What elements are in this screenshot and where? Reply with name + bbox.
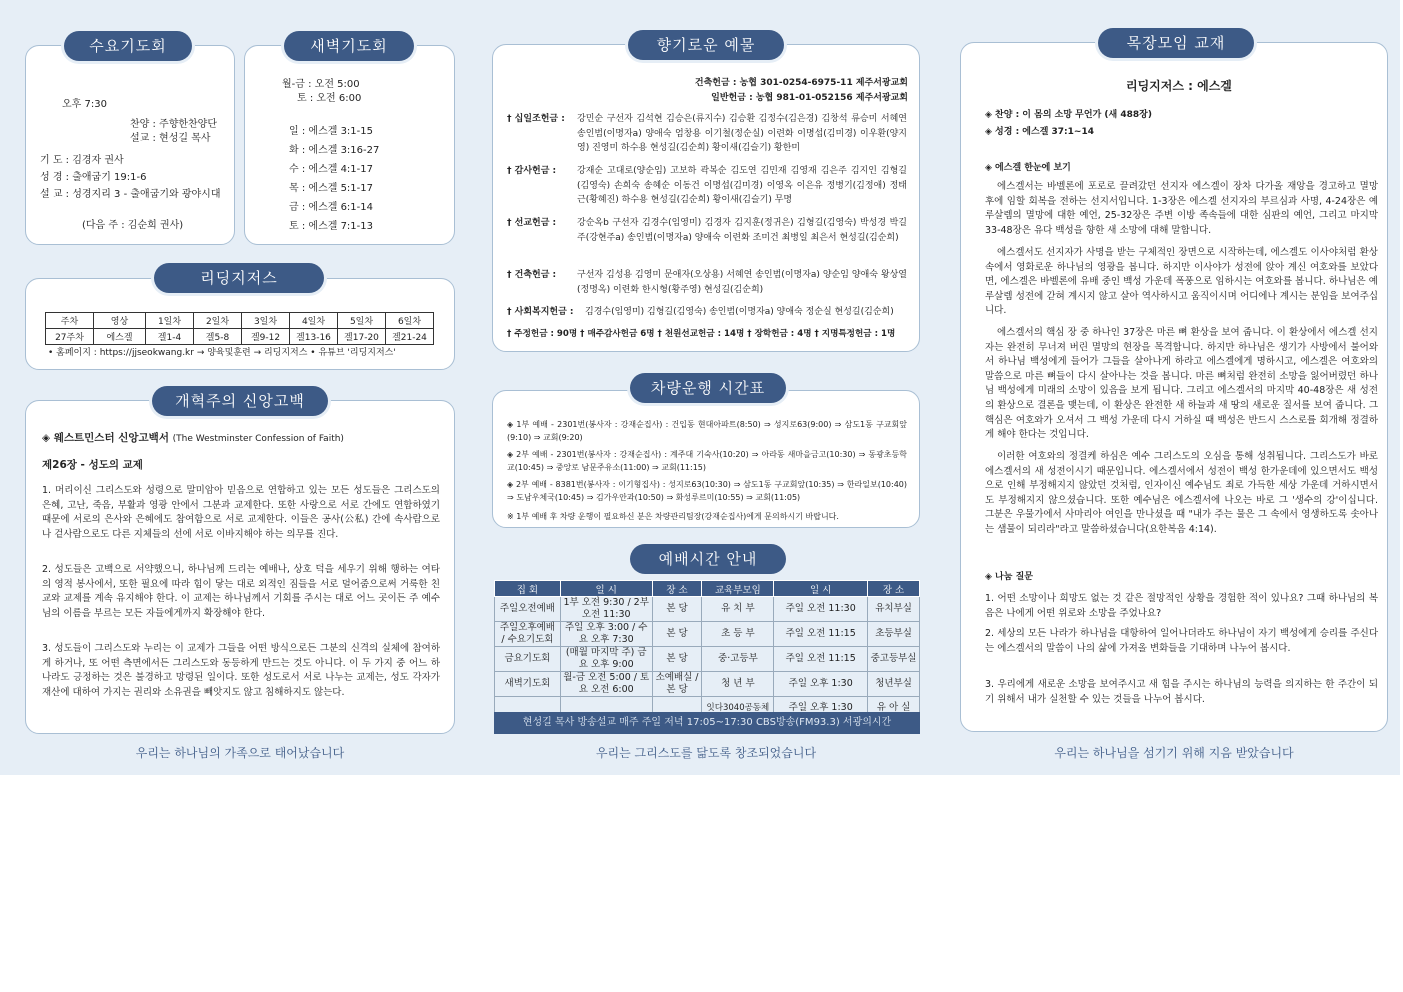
worship-cell: 1부 오전 9:30 / 2부 오전 11:30 [560, 597, 652, 622]
worship-cell: 주일 오전 11:15 [774, 647, 868, 672]
confession-chapter: 제26장 - 성도의 교제 [42, 459, 143, 471]
worship-cell: 중·고등부 [702, 647, 774, 672]
vehicle-row-2: ◈ 2부 예배 - 2301번(봉사자 : 강재순집사) : 계주대 기숙사(10:20) ⇒ 아라동 새마을금고(10:30) ⇒ 동광초등학교(10:45) ⇒ 중앙로 남문주유소(11:00) ⇒ 교회(11:15) [507, 450, 907, 472]
offering-names-welfare: 김경수(임영미) 김형길(김영숙) 송인범(이명자a) 양애숙 정순실 현성길(김순희) [585, 307, 894, 317]
wednesday-praise: 찬양 : 주향한찬양단 [130, 119, 218, 130]
reading-header-row [46, 313, 434, 329]
broadcast-banner: 현성길 목사 방송설교 매주 주일 저녁 17:05~17:30 CBS방송(FM93.3) 서광의시간 [494, 712, 920, 734]
offering-title: 향기로운 예물 [628, 30, 784, 60]
cell-overview-title: ◈ 에스겔 한눈에 보기 [985, 163, 1071, 173]
cell-paragraph: 에스겔서는 바벨론에 포로로 끌려갔던 선지자 에스겔이 장차 다가올 재앙을 경고하고 멸망 후에 임할 회복을 전하는 선지서입니다. 1-3장은 에스겔 선지자의 부르심과 사명, 4-24장은 예루살렘의 멸망에 대한 예언, 25-32장은 주변 이방 족속들에 대한 심판의 예언, 그리고 마지막 33-48장은 유다 백성을 향한 새 소망에 대해 말합니다. [985, 181, 1378, 236]
vehicle-row-3: ◈ 2부 예배 - 8381번(봉사자 : 이기형집사) : 성지로63(10:30) ⇒ 삼도1동 구교회앞(10:35) ⇒ 한라일보(10:40) ⇒ 도남우체국(10:45) ⇒ 김가우안과(10:50) ⇒ 화성루르미(10:55) ⇒ 교회(11:05) [507, 480, 907, 502]
worship-cell: 중고등부실 [868, 647, 920, 672]
confession-item-2: 2. 성도들은 고백으로 서약했으니, 하나님께 드리는 예배나, 상호 덕을 세우기 위해 행하는 여타의 영적 봉사에서, 또한 필요에 따라 힘이 닿는 대로 외적인 짐들을 서로 덜어줌으로써 거룩한 친교와 교제를 계속 유지해야 한다. 이 교제는 하나님께서 기회를 주시는 대로 어느 곳이든 주 예수님의 이름을 부르는 모든 자들에게까지 확장해야 한다. [42, 564, 440, 619]
worship-cell: 주일 오후 1:30 [774, 697, 868, 719]
wednesday-title: 수요기도회 [64, 31, 192, 61]
reading-header-cell: 1일차 [146, 313, 194, 329]
offering-names-tithe: 강민순 구선자 김석현 김승은(류지수) 김승환 김정수(김은경) 김창석 류승미 서혜연 송인범(이명자a) 양애숙 엄창용 이기철(정순실) 이련화 이명섭(김미경) 이우환(양지영) 진영미 하수용 현성길(김순희) 황이새(김슬기) 황한미 [577, 114, 908, 154]
reading-cell: 겔21-24 [386, 329, 434, 345]
wednesday-sermon: 설교 : 현성길 목사 [130, 133, 211, 144]
dawn-day: 화 : 에스겔 3:16-27 [289, 145, 380, 156]
dawn-day: 수 : 에스겔 4:1-17 [289, 164, 373, 175]
worship-cell: 본 당 [652, 647, 702, 672]
reading-cell: 겔1-4 [146, 329, 194, 345]
reading-header-cell: 5일차 [338, 313, 386, 329]
worship-cell: 주일 오전 11:30 [774, 597, 868, 622]
reading-table [45, 312, 434, 345]
cell-scripture: ◈ 성경 : 에스겔 37:1~14 [985, 127, 1094, 137]
dawn-day: 목 : 에스겔 5:1-17 [289, 183, 373, 194]
confession-heading [42, 430, 344, 448]
dawn-title: 새벽기도회 [284, 31, 414, 61]
offering-account-2: 일반헌금 : 농협 981-01-052156 제주서광교회 [711, 93, 908, 103]
reading-header-cell: 주차 [46, 313, 94, 329]
worship-title: 예배시간 안내 [630, 544, 786, 574]
reading-header-cell: 2일차 [194, 313, 242, 329]
reading-cell: 에스겔 [94, 329, 146, 345]
worship-header: 일 시 [560, 581, 652, 597]
reading-header-cell: 6일차 [386, 313, 434, 329]
worship-table [494, 580, 920, 719]
dawn-time-saturday: 토 : 오전 6:00 [297, 93, 362, 104]
worship-header: 일 시 [774, 581, 868, 597]
worship-cell: 본 당 [652, 597, 702, 622]
dawn-time-weekday: 월-금 : 오전 5:00 [282, 79, 360, 90]
footer-middle: 우리는 그리스도를 닮도록 창조되었습니다 [595, 746, 817, 760]
cell-question: 3. 우리에게 새로운 소망을 보여주시고 새 힘을 주시는 하나님의 능력을 의지하는 한 주간이 되기 위해서 내가 실천할 수 있는 것들을 나누어 봅시다. [985, 679, 1378, 705]
offering-names-building: 구선자 김성용 김영미 문애자(오상용) 서혜연 송인범(이명자a) 양순임 양애숙 왕상열(정명옥) 이련화 한시형(황주영) 현성길(김순희) [577, 270, 907, 295]
offering-account-1: 건축헌금 : 농협 301-0254-6975-11 제주서광교회 [694, 78, 908, 88]
offering-label-tithe: † 십일조헌금 : [507, 114, 565, 124]
reading-header-cell: 3일차 [242, 313, 290, 329]
cell-question: 1. 어떤 소망이나 희망도 없는 것 같은 절망적인 상황을 경험한 적이 있나요? 그때 하나님의 복음은 나에게 어떤 위로와 소망을 주었나요? [985, 593, 1378, 619]
cell-sharing-title: ◈ 나눔 질문 [985, 572, 1033, 582]
worship-cell: (매월 마지막 주) 금요 오후 9:00 [560, 647, 652, 672]
worship-cell: 유 치 부 [702, 597, 774, 622]
worship-cell: 유 아 실 [868, 697, 920, 719]
worship-header: 장 소 [652, 581, 702, 597]
worship-cell: 월-금 오전 5:00 / 토요 오전 6:00 [560, 672, 652, 697]
worship-cell: 주일오전예배 [495, 597, 561, 622]
wednesday-time: 오후 7:30 [62, 99, 107, 110]
confession-item-1: 1. 머리이신 그리스도와 성령으로 말미암아 믿음으로 연합하고 있는 모든 성도들은 그리스도의 은혜, 고난, 죽음, 부활과 영광 안에서 그분과 교제한다. 또한 사랑으로 서로 간에도 연합하였기 때문에 서로의 은사와 은혜에도 참여함으로 서로 교제한다. 이들은 공사(公私) 간에 속사람으로나 겉사람으로도 다른 지체들의 선에 서로 이바지해야 하는 의무를 진다. [42, 485, 440, 540]
worship-cell: 주일 오후 1:30 [774, 672, 868, 697]
worship-cell: 초등부실 [868, 622, 920, 647]
worship-row [495, 622, 920, 647]
offering-summary: † 주정헌금 : 90명 † 매주감사헌금 6명 † 천원선교헌금 : 14명 † 장학헌금 : 4명 † 지명특정헌금 : 1명 [507, 329, 896, 339]
reading-cell: 겔13-16 [290, 329, 338, 345]
worship-cell: 소예배실 / 본 당 [652, 672, 702, 697]
vehicle-note: ※ 1부 예배 후 차량 운행이 필요하신 분은 차량관리팀장(강재순집사)에게 문의하시기 바랍니다. [507, 512, 839, 521]
worship-row [495, 672, 920, 697]
reading-cell: 겔9-12 [242, 329, 290, 345]
wednesday-scripture: 성 경 : 출애굽기 19:1-6 [40, 172, 147, 183]
worship-cell: 청년부실 [868, 672, 920, 697]
reading-cell: 겔17-20 [338, 329, 386, 345]
worship-header: 장 소 [868, 581, 920, 597]
offering-names-mission: 강순옥b 구선자 김경수(임영미) 김경자 김지훈(정귀은) 김형길(김영숙) 박성경 박길주(강현주a) 송인범(이명자a) 양애숙 이련화 조미건 최병일 최은서 현성길(김순희) [577, 218, 907, 243]
worship-cell: 청 년 부 [702, 672, 774, 697]
worship-cell: 새벽기도회 [495, 672, 561, 697]
cell-subtitle: 리딩지저스 : 에스겔 [1126, 79, 1232, 93]
worship-header: 교육부모임 [702, 581, 774, 597]
reading-header-cell: 영상 [94, 313, 146, 329]
vehicle-row-1: ◈ 1부 예배 - 2301번(봉사자 : 강재순집사) : 건입동 현대아파트(8:50) ⇒ 성지로63(9:00) ⇒ 삼도1동 구교회앞(9:10) ⇒ 교회(9:20) [507, 420, 907, 442]
cell-paragraph: 이러한 여호와의 정결케 하심은 예수 그리스도의 오심을 통해 성취됩니다. 그리스도가 바로 에스겔서의 새 성전이시기 때문입니다. 에스겔서에서 성전이 백성 한가운데에 있으면서도 백성으로 인해 부정해지지 않았던 것처럼, 인자이신 예수님도 죄로 가득한 세상 가운데 거하시면서도 부정해지지 않으셨습니다. 또한 예수님은 에스겔서에 나오는 바로 그 '생수의 강'이십니다. 그분은 우물가에서 사마리아 여인을 만나셨을 때 "내가 주는 물은 그 속에서 영생하도록 솟아나는 샘물이 되리라"라고 말씀하셨습니다(요한복음 4:14). [985, 451, 1378, 535]
worship-cell: 주일 오전 11:15 [774, 622, 868, 647]
reading-cell: 27주차 [46, 329, 94, 345]
worship-row [495, 597, 920, 622]
wednesday-prayer: 기 도 : 김경자 권사 [40, 155, 124, 166]
offering-label-thanks: † 감사헌금 : [507, 166, 557, 176]
cell-title: 목장모임 교재 [1098, 28, 1254, 58]
confession-heading-en: (The Westminster Confession of Faith) [172, 434, 344, 444]
worship-cell: 금요기도회 [495, 647, 561, 672]
wednesday-next: (다음 주 : 김순희 권사) [82, 220, 184, 231]
worship-cell: 주일오후예배 / 수요기도회 [495, 622, 561, 647]
offering-label-mission: † 선교헌금 : [507, 218, 557, 228]
reading-note: • 홈페이지 : https://jjseokwang.kr → 양육및훈련 → 리딩지저스 • 유튜브 '리딩지저스' [48, 348, 396, 358]
confession-heading-ko: ◈ 웨스트민스터 신앙고백서 [42, 432, 169, 444]
reading-header-cell: 4일차 [290, 313, 338, 329]
offering-label-welfare: † 사회복지헌금 : [507, 307, 574, 317]
worship-cell: 본 당 [652, 622, 702, 647]
reading-title: 리딩지저스 [154, 263, 324, 293]
worship-row [495, 647, 920, 672]
footer-right: 우리는 하나님을 섬기기 위해 지음 받았습니다 [1054, 746, 1294, 760]
confession-title: 개혁주의 신앙고백 [152, 386, 328, 416]
worship-header: 집 회 [495, 581, 561, 597]
dawn-day: 금 : 에스겔 6:1-14 [289, 202, 373, 213]
offering-label-building: † 건축헌금 : [507, 270, 557, 280]
wednesday-sermon-title: 설 교 : 성경지리 3 - 출애굽기와 광야시대 [40, 189, 221, 200]
worship-cell: 잇다3040공동체 [702, 697, 774, 719]
offering-names-thanks: 강재순 고대로(양순임) 고보하 곽복순 김도연 김민재 김영재 김은주 김지인 김형길(김영숙) 손희숙 송혜순 이동건 이명섭(김미경) 이영옥 이은유 정병기(김정애) 정태근(황혜진) 하수용 현성길(김순희) 황이새(김슬기) 무명 [577, 166, 907, 206]
footer-left: 우리는 하나님의 가족으로 태어났습니다 [135, 746, 345, 760]
worship-cell: 유치부실 [868, 597, 920, 622]
cell-question: 2. 세상의 모든 나라가 하나님을 대항하여 일어나더라도 하나님이 자기 백성에게 승리를 주신다는 에스겔서의 말씀이 나의 삶에 가져올 변화들을 기대하며 나누어 봅시다. [985, 628, 1378, 654]
reading-row [46, 329, 434, 345]
confession-item-3: 3. 성도들이 그리스도와 누리는 이 교제가 그들을 어떤 방식으로든 그분의 신격의 실체에 참여하게 하거나, 또 어떤 측면에서든 그리스도와 동등하게 만드는 것도 아니다. 이 두 가지 중 어느 하나라도 긍정하는 것은 불경하고 망령된 일이다. 또한 성도로서 서로 나누는 교제는, 성도 각자가 재산에 대하여 가지는 권리와 소유권을 빼앗지도 않고 침해하지도 않는다. [42, 643, 440, 698]
cell-hymn: ◈ 찬양 : 이 몸의 소망 무언가 (새 488장) [985, 110, 1152, 120]
cell-paragraph: 에스겔서도 선지자가 사명을 받는 구체적인 장면으로 시작하는데, 에스겔도 이사야처럼 환상 속에서 영화로운 하나님의 영광을 봅니다. 하지만 이사야가 성전에 앉아 계신 여호와를 보았다면, 에스겔은 바벨론에 유배 중인 백성 가운데 폭풍으로 임하시는 여호와를 봅니다. 하나님은 예루살렘 성전에 갇혀 계시지 않고 살아 역사하시고 움직이시며 어디에나 계시는 분임을 보여주십니다. [985, 247, 1378, 317]
worship-cell: 주일 오후 3:00 / 수요 오후 7:30 [560, 622, 652, 647]
worship-header-row [495, 581, 920, 597]
reading-cell: 겔5-8 [194, 329, 242, 345]
dawn-day: 토 : 에스겔 7:1-13 [289, 221, 373, 232]
dawn-day: 일 : 에스겔 3:1-15 [289, 126, 373, 137]
cell-paragraph: 에스겔서의 핵심 장 중 하나인 37장은 마른 뼈 환상을 보여 줍니다. 이 환상에서 에스겔 선지자는 완전히 무너져 버린 멸망의 현장을 목격합니다. 하지만 하나님은 생기가 사방에서 불어와서 하나님 백성에게 들어가 그들을 살아나게 하라고 에스겔에게 명하시고, 에스겔은 여호와의 말씀으로 마른 뼈들이 다시 살아나는 것을 봅니다. 마른 뼈처럼 완전히 소망을 잃어버렸던 하나님 백성에게 미래의 소망이 있음을 보게 됩니다. 그리고 에스겔서의 마지막 40-48장은 새 성전의 환상으로 결론을 맺는데, 이 환상은 완전한 새 하늘과 새 땅의 새로운 질서를 보여 줍니다. 그 핵심은 여호와가 오셔서 그 백성 가운데 다시 거하실 때 백성은 반드시 스스로를 회개해 정결하게 해야 한다는 것입니다. [985, 327, 1378, 441]
worship-cell: 초 등 부 [702, 622, 774, 647]
vehicle-title: 차량운행 시간표 [630, 373, 786, 403]
